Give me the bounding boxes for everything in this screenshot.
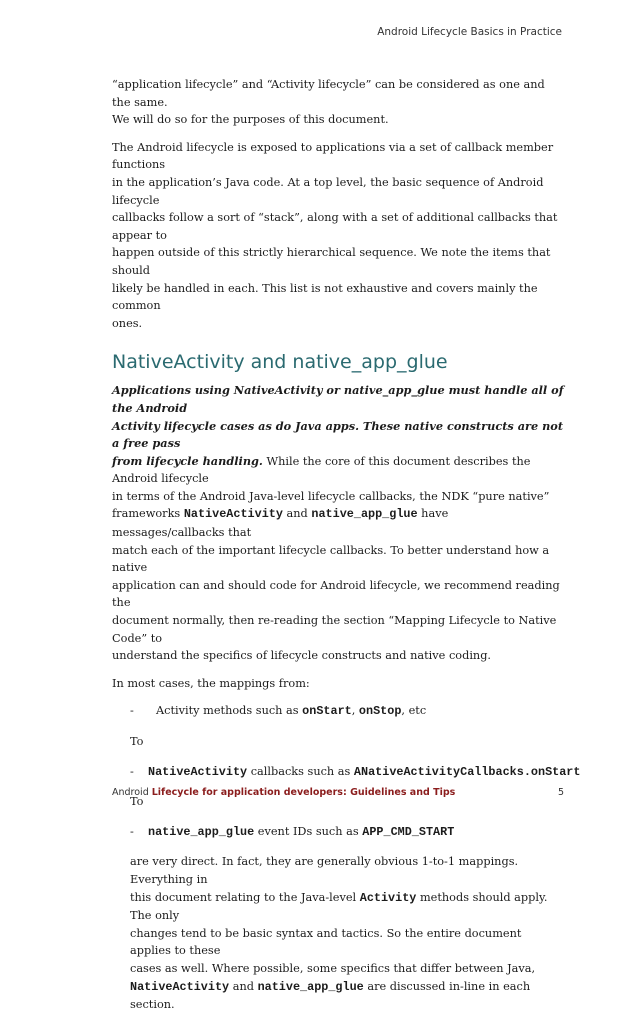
text-line: The Android lifecycle is exposed to applications via a set of callback member functions xyxy=(112,140,554,172)
code-term: NativeActivity xyxy=(130,979,230,994)
code-term: APP_CMD_START xyxy=(362,824,455,839)
text-line: application can and should code for Android lifecycle, we recommend reading the xyxy=(112,578,560,610)
text-run: , xyxy=(351,704,359,718)
text-line: in terms of the Android Java-level lifecycle callbacks, the NDK “pure native” xyxy=(112,489,550,503)
to-connector: To xyxy=(130,795,144,809)
footer-prefix: Android xyxy=(112,787,152,798)
running-header: Android Lifecycle Basics in Practice xyxy=(377,26,562,38)
to-connector: To xyxy=(130,735,144,748)
intro-paragraph-2 xyxy=(112,139,564,333)
dash-marker: - xyxy=(130,824,134,838)
code-term: native_app_glue xyxy=(148,824,255,839)
lead-text: Applications using NativeActivity or native_app_glue must handle all of the Android xyxy=(112,383,564,415)
text-line: in the application’s Java code. At a top level, the basic sequence of Android lifecycle xyxy=(112,175,544,207)
section-heading: NativeActivity and native_app_glue xyxy=(112,351,448,374)
page-body xyxy=(112,76,581,1024)
text-line: likely be handled in each. This list is not exhaustive and covers mainly the common xyxy=(112,281,538,313)
text-run: Activity methods such as xyxy=(156,704,303,718)
code-term: onStop xyxy=(358,704,402,719)
dash-marker: - xyxy=(130,704,134,718)
text-line: callbacks follow a sort of “stack”, along with a set of additional callbacks that appear to xyxy=(112,211,558,242)
text-run: have messages/callbacks that xyxy=(112,507,449,540)
text-line: are very direct. In fact, they are generally obvious 1-to-1 mappings. Everything in xyxy=(130,855,519,886)
intro-paragraph-1 xyxy=(112,76,564,129)
text-line: We will do so for the purposes of this document. xyxy=(112,113,389,127)
mapping-item-activity xyxy=(130,702,564,721)
text-line: ones. xyxy=(112,316,143,330)
text-line: cases as well. Where possible, some specifics that differ between Java, xyxy=(130,961,536,975)
mappings-conclusion xyxy=(130,853,564,1013)
text-run: callbacks such as xyxy=(247,764,354,778)
lead-text: Activity lifecycle cases as do Java apps. These native constructs are not a free pass xyxy=(112,418,564,451)
text-line: match each of the important lifecycle callbacks. To better understand how a native xyxy=(112,543,550,575)
dash-marker: - xyxy=(130,764,134,778)
code-term: NativeActivity xyxy=(148,764,248,779)
section-paragraph xyxy=(112,382,564,665)
mapping-item-nativeactivity xyxy=(130,763,581,782)
mappings-intro: In most cases, the mappings from: xyxy=(112,676,310,690)
text-run: event IDs such as xyxy=(254,824,363,838)
text-line: document normally, then re-reading the section “Mapping Lifecycle to Native Code” to xyxy=(112,614,557,645)
mapping-list xyxy=(130,702,581,1013)
code-term: Activity xyxy=(359,890,417,905)
code-term: onStart xyxy=(302,704,352,719)
text-run: and xyxy=(282,507,312,521)
code-term: NativeActivity xyxy=(183,507,283,522)
code-term: native_app_glue xyxy=(257,979,364,994)
text-line: understand the specifics of lifecycle constructs and native coding. xyxy=(112,649,492,663)
text-line: “application lifecycle” and “Activity lifecycle” can be considered as one and the same. xyxy=(112,78,545,109)
text-run: While the core of this document describes the Android lifecycle xyxy=(112,454,531,486)
text-run: , etc xyxy=(401,704,427,718)
text-run: methods should apply. The only xyxy=(130,890,548,923)
running-footer xyxy=(112,787,564,798)
text-run: and xyxy=(229,979,258,993)
code-term: ANativeActivityCallbacks.onStart xyxy=(353,764,581,779)
text-run: this document relating to the Java-level xyxy=(130,890,360,904)
text-run: are discussed in-line in each section. xyxy=(130,979,531,1012)
text-run: frameworks xyxy=(112,507,184,521)
text-line: changes tend to be basic syntax and tactics. So the entire document applies to these xyxy=(130,926,522,958)
footer-title: Lifecycle for application developers: Guidelines and Tips xyxy=(151,787,456,798)
code-term: native_app_glue xyxy=(311,507,418,522)
page-number: 5 xyxy=(557,787,564,798)
lead-text: from lifecycle handling. xyxy=(112,453,263,468)
text-line: happen outside of this strictly hierarchical sequence. We note the items that should xyxy=(112,246,551,277)
